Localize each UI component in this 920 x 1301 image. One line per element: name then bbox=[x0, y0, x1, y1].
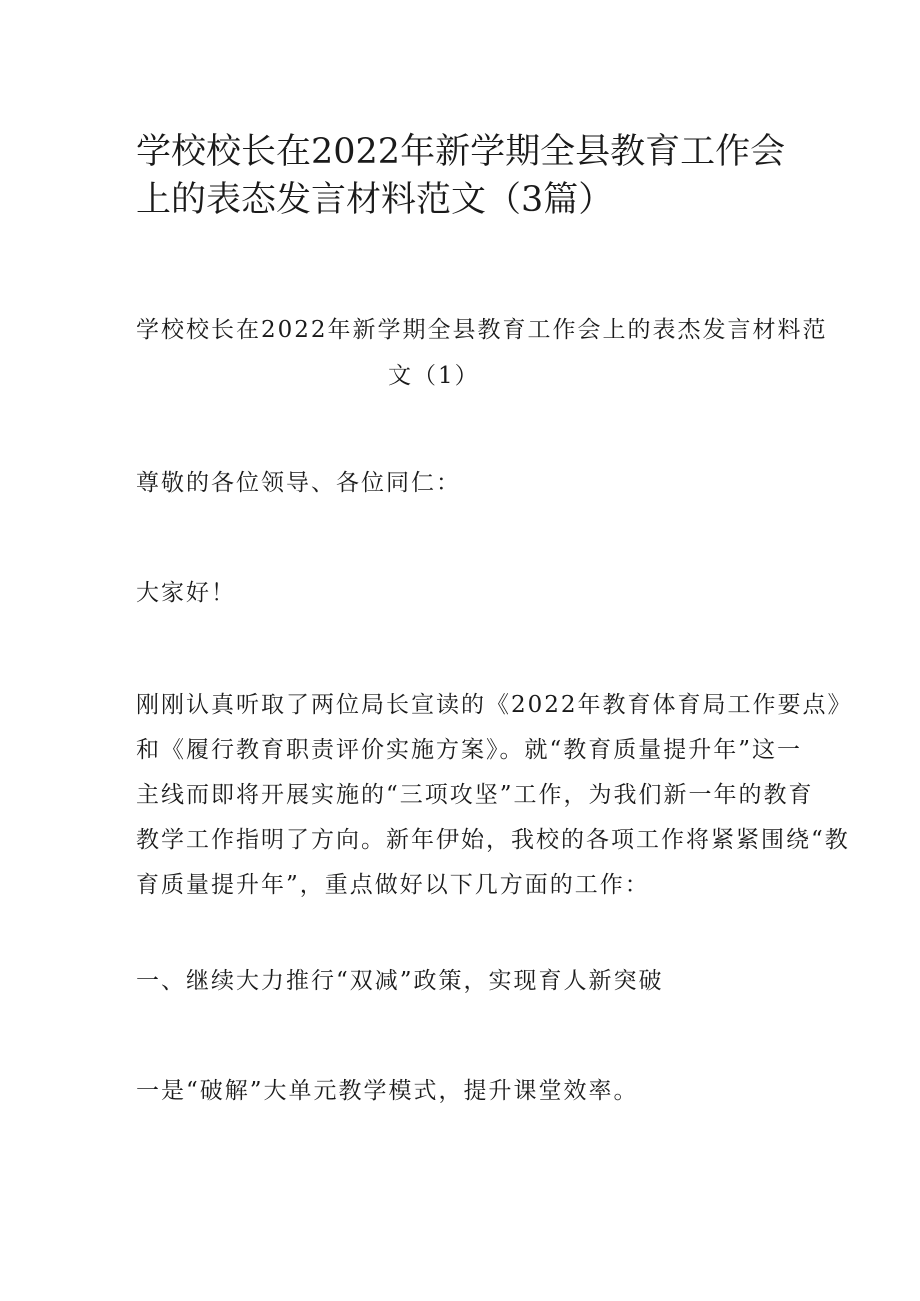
section-heading-text: 一、继续大力推行“双减”政策，实现育人新突破 bbox=[136, 968, 664, 994]
list-item bbox=[136, 1068, 816, 1114]
main-paragraph-line-2: 和《履行教育职责评价实施方案》。就“教育质量提升年”这一 bbox=[136, 737, 803, 763]
document-title bbox=[136, 128, 816, 224]
main-paragraph-line-1: 刚刚认真听取了两位局长宣读的《2022年教育体育局工作要点》 bbox=[136, 692, 853, 718]
main-paragraph-line-4: 教学工作指明了方向。新年伊始，我校的各项工作将紧紧围绕“教 bbox=[136, 827, 850, 853]
main-paragraph bbox=[136, 682, 853, 907]
section-subtitle-line-2: 文（1） bbox=[388, 363, 480, 389]
salutation-text: 尊敬的各位领导、各位同仁： bbox=[136, 470, 461, 496]
document-title-line-1: 学校校长在2022年新学期全县教育工作会 bbox=[136, 132, 786, 172]
section-subtitle-line-1: 学校校长在2022年新学期全县教育工作会上的表杰发言材料范 bbox=[136, 317, 828, 343]
document-title-line-2: 上的表态发言材料范文（3篇） bbox=[136, 180, 614, 220]
list-item-text: 一是“破解”大单元教学模式，提升课堂效率。 bbox=[136, 1078, 639, 1104]
main-paragraph-line-5: 育质量提升年”，重点做好以下几方面的工作： bbox=[136, 872, 650, 898]
main-paragraph-line-3: 主线而即将开展实施的“三项攻坚”工作，为我们新一年的教育 bbox=[136, 782, 814, 808]
greeting bbox=[136, 570, 816, 616]
salutation bbox=[136, 460, 816, 506]
section-subtitle bbox=[136, 307, 828, 399]
section-heading bbox=[136, 958, 816, 1004]
greeting-text: 大家好！ bbox=[136, 580, 236, 606]
